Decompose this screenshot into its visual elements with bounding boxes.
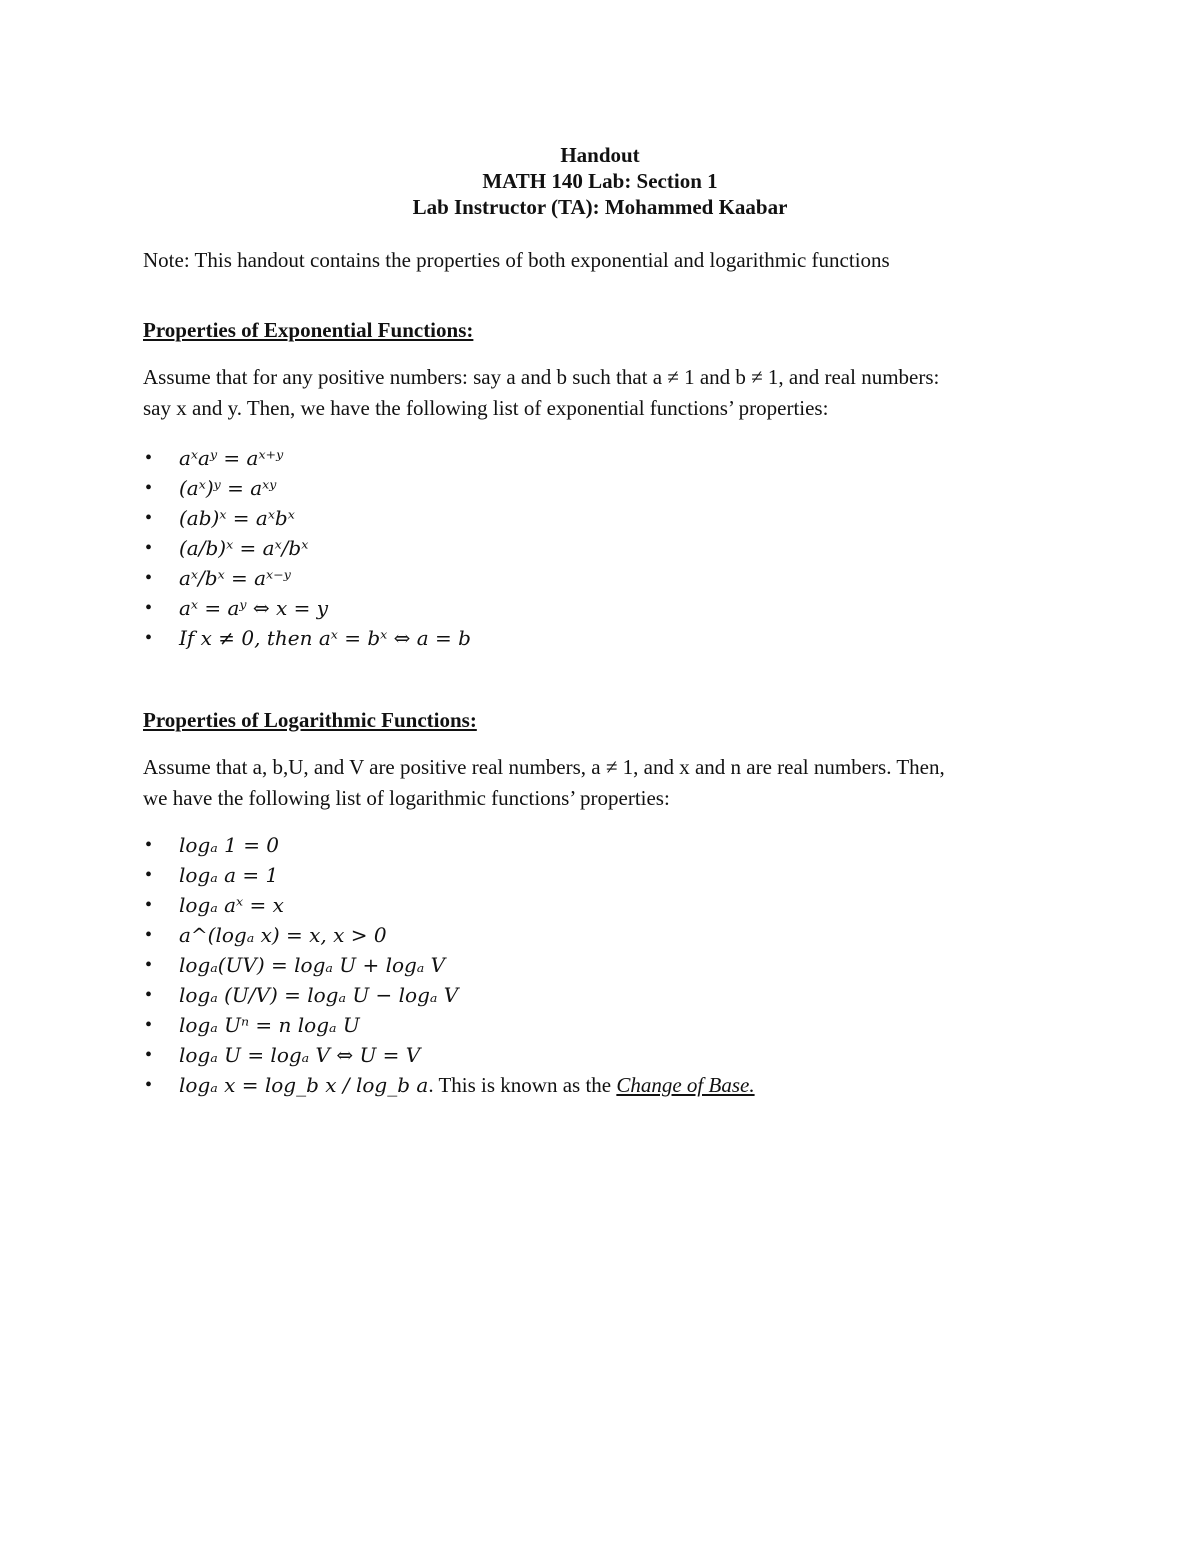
logarithmic-intro-line-1: Assume that a, b,U, and V are positive real numbers, a ≠ 1, and x and n are real numbers. Then, bbox=[143, 755, 945, 779]
list-item bbox=[143, 503, 471, 533]
exponential-intro bbox=[143, 362, 1073, 424]
note-text: Note: This handout contains the properties of both exponential and logarithmic functions bbox=[143, 248, 890, 272]
bullet-icon: • bbox=[145, 597, 153, 619]
bullet-icon: • bbox=[145, 1014, 153, 1036]
list-item bbox=[143, 443, 471, 473]
list-item bbox=[143, 533, 471, 563]
bullet-icon: • bbox=[145, 537, 153, 559]
bullet-icon: • bbox=[145, 984, 153, 1006]
bullet-icon: • bbox=[145, 954, 153, 976]
logarithmic-property: logₐ (U/V) = logₐ U − logₐ V bbox=[179, 983, 459, 1007]
change-of-base-link[interactable]: Change of Base. bbox=[616, 1073, 755, 1097]
exponential-property: (a/b)ˣ = aˣ/bˣ bbox=[179, 536, 309, 560]
bullet-icon: • bbox=[145, 567, 153, 589]
logarithmic-property: logₐ aˣ = x bbox=[179, 893, 284, 917]
header-course: MATH 140 Lab: Section 1 bbox=[482, 169, 718, 193]
exponential-property: aˣaʸ = aˣ⁺ʸ bbox=[179, 446, 284, 470]
list-item bbox=[143, 860, 755, 890]
logarithmic-property: logₐ Uⁿ = n logₐ U bbox=[179, 1013, 360, 1037]
exponential-property: aˣ = aʸ ⇔ x = y bbox=[179, 596, 329, 620]
list-item bbox=[143, 563, 471, 593]
bullet-icon: • bbox=[145, 447, 153, 469]
exponential-heading: Properties of Exponential Functions: bbox=[143, 318, 474, 342]
list-item bbox=[143, 920, 755, 950]
exponential-property: If x ≠ 0, then aˣ = bˣ ⇔ a = b bbox=[179, 626, 471, 650]
exponential-property: aˣ/bˣ = aˣ⁻ʸ bbox=[179, 566, 291, 590]
bullet-icon: • bbox=[145, 924, 153, 946]
bullet-icon: • bbox=[145, 507, 153, 529]
bullet-icon: • bbox=[145, 1074, 153, 1096]
logarithmic-property: logₐ(UV) = logₐ U + logₐ V bbox=[179, 953, 446, 977]
list-item bbox=[143, 1010, 755, 1040]
list-item bbox=[143, 980, 755, 1010]
list-item bbox=[143, 1070, 755, 1100]
logarithmic-property: a^(logₐ x) = x, x > 0 bbox=[179, 923, 387, 947]
logarithmic-property: logₐ 1 = 0 bbox=[179, 833, 280, 857]
bullet-icon: • bbox=[145, 834, 153, 856]
logarithmic-heading: Properties of Logarithmic Functions: bbox=[143, 708, 477, 732]
logarithmic-property: logₐ U = logₐ V ⇔ U = V bbox=[179, 1043, 421, 1067]
logarithmic-property: logₐ x = log_b x / log_b a bbox=[179, 1073, 429, 1097]
change-of-base-prefix: . This is known as the bbox=[428, 1073, 617, 1097]
exponential-intro-line-2: say x and y. Then, we have the following list of exponential functions’ properties: bbox=[143, 396, 829, 420]
header-instructor: Lab Instructor (TA): Mohammed Kaabar bbox=[412, 195, 788, 219]
exponential-property-list bbox=[143, 443, 471, 653]
logarithmic-intro bbox=[143, 752, 1073, 814]
bullet-icon: • bbox=[145, 864, 153, 886]
header-title: Handout bbox=[560, 143, 640, 167]
list-item bbox=[143, 830, 755, 860]
list-item bbox=[143, 623, 471, 653]
bullet-icon: • bbox=[145, 894, 153, 916]
bullet-icon: • bbox=[145, 1044, 153, 1066]
exponential-property: (aˣ)ʸ = aˣʸ bbox=[179, 476, 277, 500]
logarithmic-intro-line-2: we have the following list of logarithmic functions’ properties: bbox=[143, 786, 670, 810]
list-item bbox=[143, 950, 755, 980]
list-item bbox=[143, 890, 755, 920]
document-header bbox=[0, 142, 1200, 220]
bullet-icon: • bbox=[145, 627, 153, 649]
list-item bbox=[143, 473, 471, 503]
exponential-intro-line-1: Assume that for any positive numbers: say a and b such that a ≠ 1 and b ≠ 1, and real numbers: bbox=[143, 365, 940, 389]
logarithmic-property: logₐ a = 1 bbox=[179, 863, 279, 887]
bullet-icon: • bbox=[145, 477, 153, 499]
exponential-property: (ab)ˣ = aˣbˣ bbox=[179, 506, 295, 530]
logarithmic-property-list bbox=[143, 830, 755, 1100]
list-item bbox=[143, 593, 471, 623]
list-item bbox=[143, 1040, 755, 1070]
